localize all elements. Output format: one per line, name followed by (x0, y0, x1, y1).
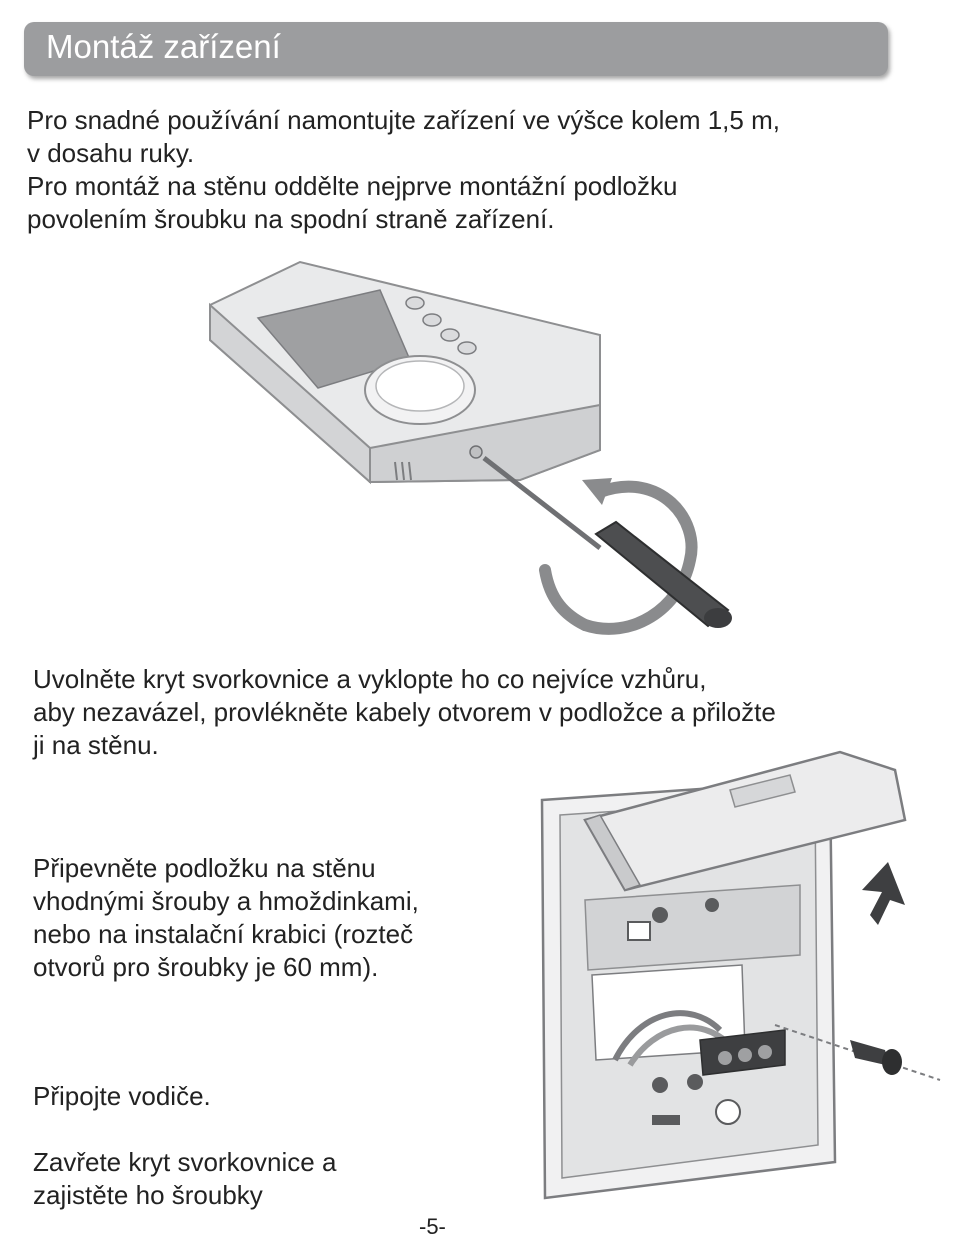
step-fix-paragraph (33, 852, 419, 984)
text-line: Připojte vodiče. (33, 1081, 211, 1111)
text-line: Připevněte podložku na stěnu (33, 853, 376, 883)
text-line: zajistěte ho šroubky (33, 1180, 263, 1210)
text-line: Zavřete kryt svorkovnice a (33, 1147, 337, 1177)
text-line: Uvolněte kryt svorkovnice a vyklopte ho co nejvíce vzhůru, (33, 664, 707, 694)
text-line: Pro montáž na stěnu oddělte nejprve montážní podložku (27, 171, 678, 201)
page-title: Montáž zařízení (46, 28, 281, 65)
text-line: ji na stěnu. (33, 730, 159, 760)
step-wires-paragraph (33, 1080, 211, 1113)
text-line: otvorů pro šroubky je 60 mm). (33, 952, 379, 982)
text-line: Pro snadné používání namontujte zařízení ve výšce kolem 1,5 m, (27, 105, 780, 135)
page-number: -5- (419, 1214, 446, 1239)
text-line: v dosahu ruky. (27, 138, 195, 168)
text-line: vhodnými šrouby a hmoždinkami, (33, 886, 419, 916)
text-line: aby nezavázel, provlékněte kabely otvorem v podložce a přiložte (33, 697, 776, 727)
text-line: povolením šroubku na spodní straně zařízení. (27, 204, 555, 234)
arrow-up-icon (862, 862, 905, 925)
text-line: nebo na instalační krabici (rozteč (33, 919, 414, 949)
step-close-paragraph (33, 1146, 336, 1212)
